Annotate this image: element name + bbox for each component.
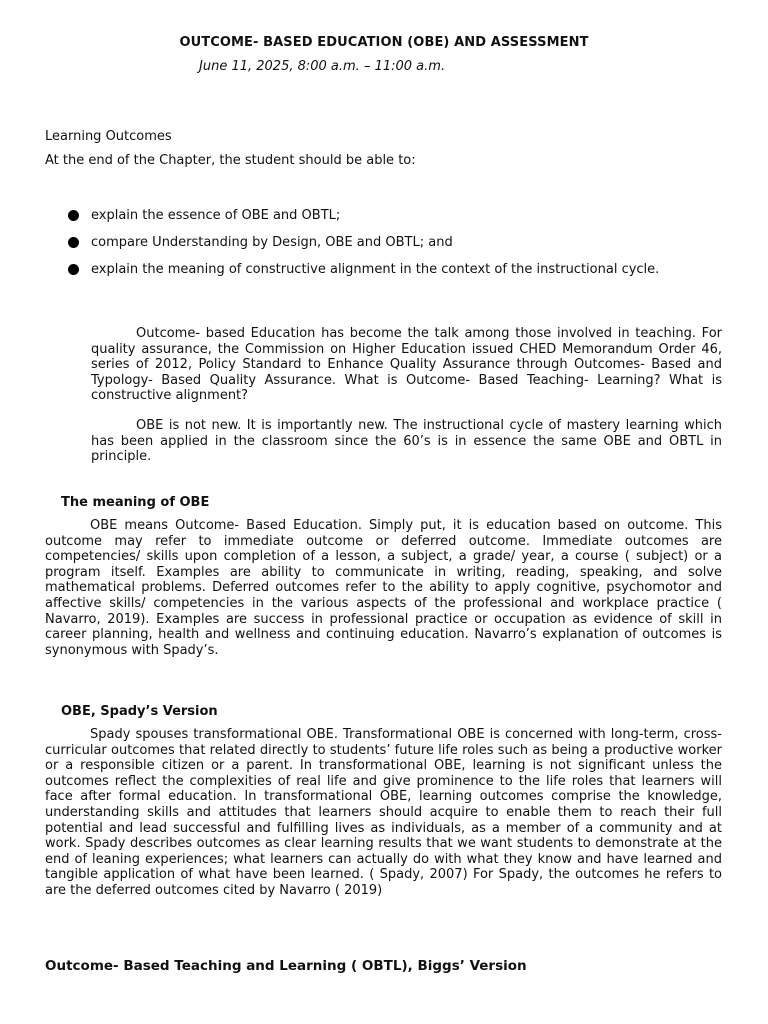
section-heading-obtl-biggs: Outcome- Based Teaching and Learning ( OBTL), Biggs’ Version [45, 958, 527, 974]
list-item [68, 206, 718, 225]
list-item-text: explain the meaning of constructive alignment in the context of the instructional cycle. [91, 262, 660, 277]
bullet-icon [68, 210, 79, 221]
bullet-icon [68, 264, 79, 275]
learning-outcomes-heading: Learning Outcomes [45, 129, 172, 144]
section-heading-spady-version: OBE, Spady’s Version [61, 704, 218, 719]
list-item [68, 233, 718, 252]
section-body-meaning-of-obe: OBE means Outcome- Based Education. Simply put, it is education based on outcome. This outcome may refer to immediate outcome or deferred outcome. Immediate outcomes are competencies/ skills upon completion of a lesson, a subject, a grade/ year, a course ( subject) or a program itself. Examples are ability to communicate in writing, reading, speaking, and solve mathematical problems. Deferred outcomes refer to the ability to apply cognitive, psychomotor and affective skills/ competencies in the various aspects of the professional and workplace practice ( Navarro, 2019). Examples are success in professional practice or occupation as evidence of skill in career planning, health and wellness and continuing education. Navarro’s explanation of outcomes is synonymous with Spady’s. [45, 518, 722, 658]
intro-paragraph: OBE is not new. It is importantly new. The instructional cycle of mastery learning which has been applied in the classroom since the 60’s is in essence the same OBE and OBTL in principle. [91, 418, 722, 465]
list-item [68, 260, 718, 279]
list-item-text: explain the essence of OBE and OBTL; [91, 208, 341, 223]
learning-outcomes-list [68, 206, 718, 279]
bullet-icon [68, 237, 79, 248]
intro-paragraph: Outcome- based Education has become the talk among those involved in teaching. For quality assurance, the Commission on Higher Education issued CHED Memorandum Order 46, series of 2012, Policy Standard to Enhance Quality Assurance through Outcomes- Based and Typology- Based Quality Assurance. What is Outcome- Based Teaching- Learning? What is constructive alignment? [91, 326, 722, 404]
list-item-text: compare Understanding by Design, OBE and OBTL; and [91, 235, 453, 250]
section-body-spady-version: Spady spouses transformational OBE. Transformational OBE is concerned with long-term, cross- curricular outcomes that related directly to students’ future life roles such as being a productive worker or a responsible citizen or a parent. In transformational OBE, learning is not significant unless the outcomes reflect the complexities of real life and give prominence to the life roles that learners will face after formal education. In transformational OBE, learning outcomes comprise the knowledge, understanding skills and attitudes that learners should acquire to enable them to reach their full potential and lead successful and fulfilling lives as individuals, as a member of a community and at work. Spady describes outcomes as clear learning results that we want students to demonstrate at the end of leaning experiences; what learners can actually do with what they know and have learned and tangible application of what have been learned. ( Spady, 2007) For Spady, the outcomes he refers to are the deferred outcomes cited by Navarro ( 2019) [45, 727, 722, 898]
document-title: OUTCOME- BASED EDUCATION (OBE) AND ASSESSMENT [179, 35, 589, 50]
document-date: June 11, 2025, 8:00 a.m. – 11:00 a.m. [199, 59, 446, 74]
section-heading-meaning-of-obe: The meaning of OBE [61, 495, 210, 510]
learning-outcomes-intro: At the end of the Chapter, the student should be able to: [45, 153, 416, 168]
